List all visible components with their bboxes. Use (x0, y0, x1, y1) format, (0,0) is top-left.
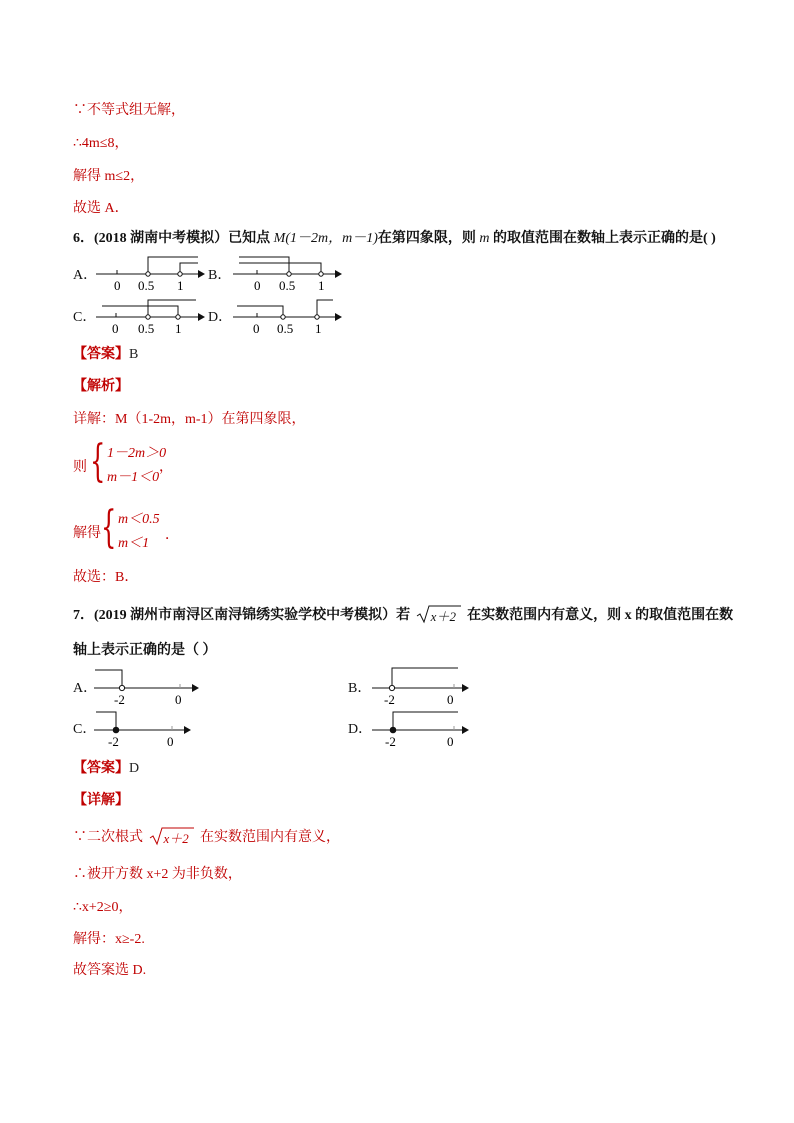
q7-suffix: 在实数范围内有意义，则 x 的取值范围在数 (467, 608, 734, 624)
q7-option-d-label[interactable]: D． (348, 722, 373, 737)
q7-step-4: 解得：x≥-2. (73, 932, 145, 947)
sqrt-icon (416, 606, 462, 626)
q7-option-c-label[interactable]: C． (73, 722, 97, 737)
q6-option-d-numberline (229, 297, 345, 337)
system-row-1: 1－2m＞0 (107, 446, 167, 461)
q7-option-b-label[interactable]: B． (348, 681, 372, 696)
tick-1: 1 (177, 278, 184, 293)
system-row-2: m－1＜0 (107, 470, 160, 485)
answer-label: 【答案】 (73, 761, 129, 776)
q6-analysis-label: 【解析】 (73, 379, 129, 394)
q7-detail-label: 【详解】 (73, 793, 129, 808)
step-suffix: 在实数范围内有意义， (200, 830, 340, 846)
tick-1: 1 (318, 278, 325, 293)
line-choose-a: 故选 A． (73, 201, 129, 216)
q6-option-a-label[interactable]: A． (73, 268, 98, 283)
q6-detail: 详解：M（1-2m，m-1）在第四象限， (73, 412, 306, 427)
tick-0.5: 0.5 (138, 321, 155, 336)
q7-option-b-numberline (368, 666, 472, 706)
tick-0.5: 0.5 (138, 278, 155, 293)
q6-suffix2: 的取值范围在数轴上表示正确的是( ) (489, 231, 716, 246)
tick-0: 0 (112, 321, 119, 336)
tick--2: -2 (385, 734, 396, 748)
sqrt-icon (149, 828, 195, 848)
q6-option-c-numberline (92, 297, 208, 337)
tick--2: -2 (114, 692, 125, 706)
system-label: 解得 (73, 526, 101, 541)
answer-value: B (129, 347, 139, 362)
q6-suffix: 在第四象限，则 (377, 231, 480, 246)
q6-option-a-numberline (94, 254, 206, 294)
q7-step-1 (73, 828, 340, 848)
tick-0: 0 (167, 734, 174, 748)
q6-option-d-label[interactable]: D． (208, 310, 233, 325)
brace-icon: { (101, 502, 117, 553)
tick-0: 0 (253, 321, 260, 336)
system-row-2: m＜1 (118, 536, 150, 551)
q6-point: M(1－2m，m－1) (273, 231, 378, 246)
q7-step-2: ∴被开方数 x+2 为非负数， (73, 867, 242, 882)
q7-answer (73, 760, 139, 778)
brace-icon: { (90, 436, 106, 487)
q7-step-3: ∴x+2≥0， (73, 900, 133, 915)
tick-0.5: 0.5 (279, 278, 296, 293)
tick-1: 1 (175, 321, 182, 336)
q7-step-5: 故答案选 D. (73, 963, 147, 978)
q6-stem (73, 230, 716, 248)
line-m-le-2: 解得 m≤2， (73, 169, 145, 184)
tick--2: -2 (108, 734, 119, 748)
q6-option-b-numberline (229, 254, 345, 294)
system-tail: ． (165, 528, 179, 543)
radicand: x＋2 (163, 831, 189, 846)
q7-option-a-numberline (92, 666, 202, 706)
tick-0: 0 (175, 692, 182, 706)
system-tail: ， (159, 460, 173, 475)
tick-0: 0 (447, 692, 454, 706)
tick-0: 0 (447, 734, 454, 748)
q6-conclusion: 故选：B． (73, 570, 139, 585)
tick-0.5: 0.5 (277, 321, 294, 336)
tick-1: 1 (315, 321, 322, 336)
q7-option-a-label[interactable]: A． (73, 681, 98, 696)
answer-value: D (129, 761, 140, 776)
line-inequality-no-solution: ∵不等式组无解， (73, 103, 185, 118)
q6-option-c-label[interactable]: C． (73, 310, 97, 325)
q7-option-c-numberline (92, 708, 196, 748)
radicand: x＋2 (430, 609, 456, 624)
q7-option-d-numberline (368, 708, 472, 748)
q7-prefix: 7．(2019 湖州市南浔区南浔锦绣实验学校中考模拟）若 (73, 608, 411, 624)
system-row-1: m＜0.5 (118, 512, 160, 527)
q6-option-b-label[interactable]: B． (208, 268, 232, 283)
q6-prefix: 6．(2018 湖南中考模拟）已知点 (73, 231, 274, 246)
tick--2: -2 (384, 692, 395, 706)
q6-answer (73, 346, 138, 364)
tick-0: 0 (114, 278, 121, 293)
q7-stem-line-2: 轴上表示正确的是（ ） (73, 643, 217, 658)
step-prefix: ∵二次根式 (73, 830, 143, 846)
answer-label: 【答案】 (73, 347, 129, 362)
q6-var: m (479, 231, 490, 246)
system-label: 则 (73, 460, 87, 475)
q7-stem-line-1 (73, 606, 733, 626)
tick-0: 0 (254, 278, 261, 293)
line-4m-le-8: ∴4m≤8， (73, 136, 129, 151)
